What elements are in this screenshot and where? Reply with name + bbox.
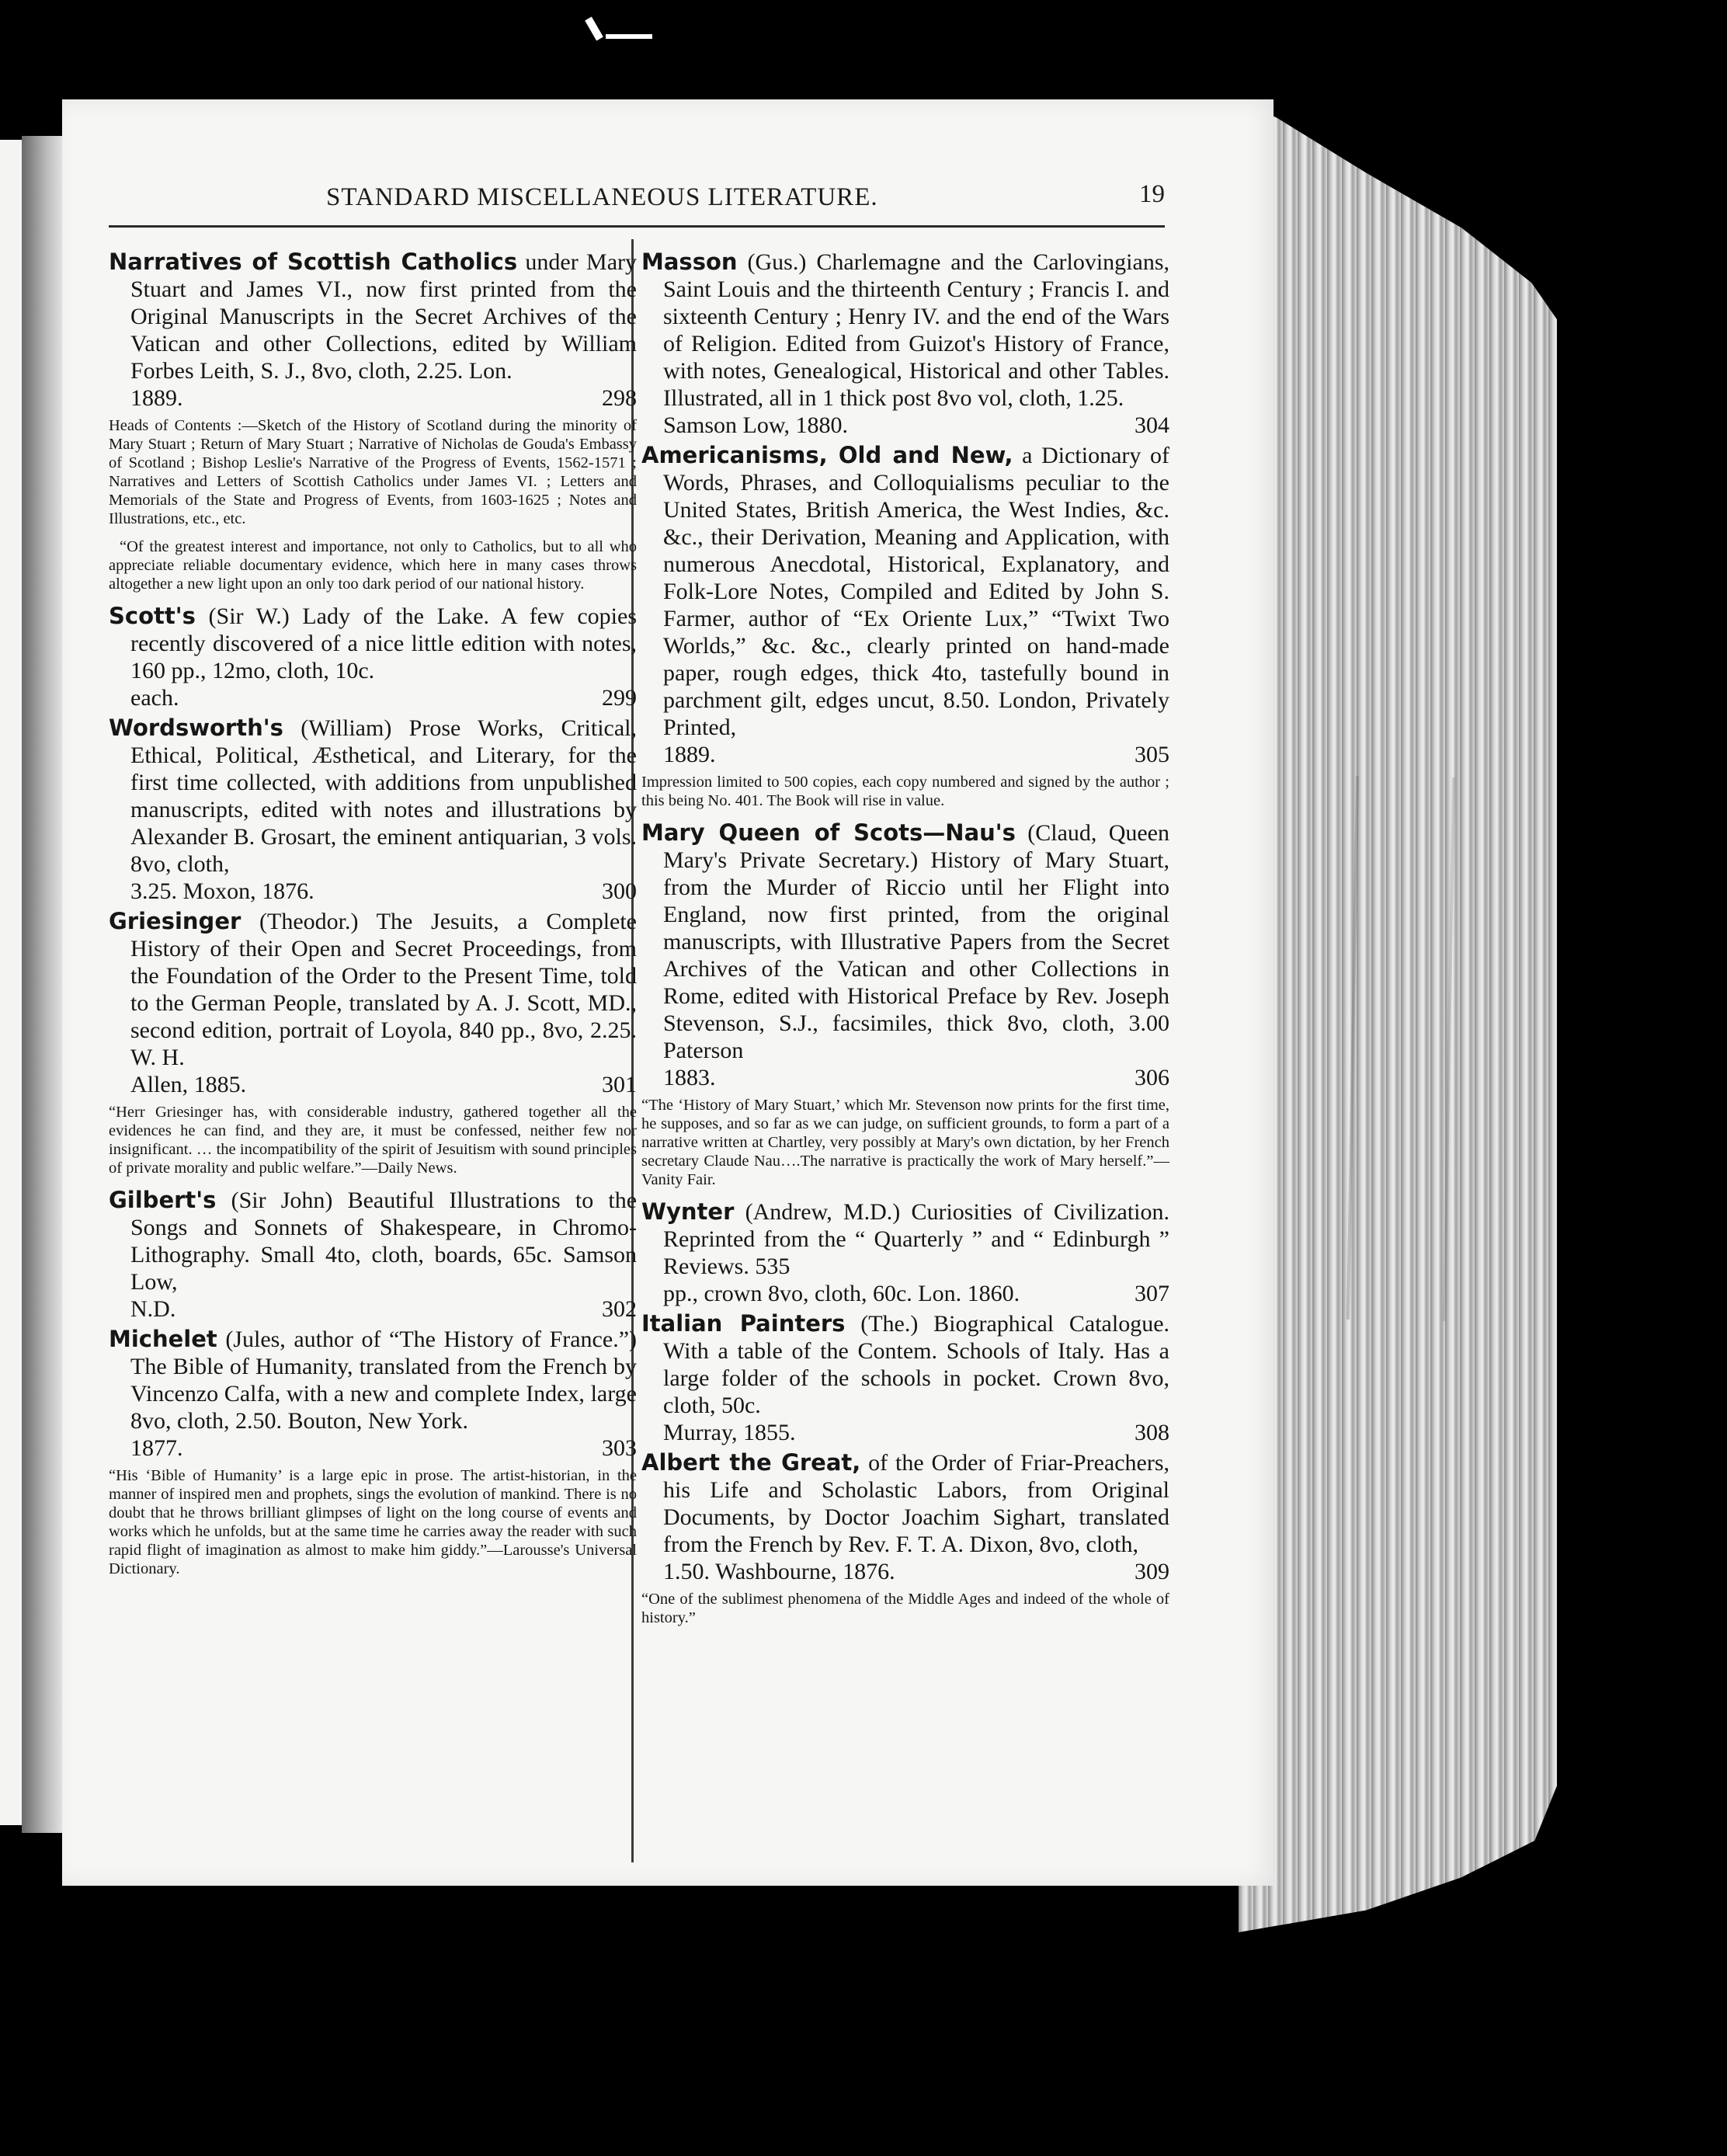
film-speck [585,17,603,41]
entry-number: 305 [1135,742,1169,767]
entry-heading: Wordsworth's [109,715,283,741]
entry-imprint: 1889. [663,742,716,767]
entry-heading: Americanisms, Old and New, [641,442,1013,468]
running-head: STANDARD MISCELLANEOUS LITERATURE. [326,183,878,211]
entry-number: 298 [602,385,637,411]
right-column [641,249,1169,1636]
facing-page-edge [0,140,22,1825]
catalogue-entry [641,442,1169,768]
entry-description: (Theodor.) The Jesuits, a Complete History of their Open and Secret Proceedings, from the Foundation of the Order to the Present Time, told to the German People, translated by A. J. Scott, MD., second edition, portrait of Loyola, 840 pp., 8vo, 2.25. W. H. [130,909,637,1070]
catalogue-entry [641,249,1169,439]
entry-imprint: 1889. [130,385,183,411]
catalogue-entry [641,819,1169,1091]
entry-number: 308 [1135,1420,1169,1445]
entry-note: “Of the greatest interest and importance, not only to Catholics, but to all who appreciate reliable documentary evidence, which here in many cases throws altogether a new light upon an only too dark period of our national history. [109,538,637,593]
entry-imprint: 3.25. Moxon, 1876. [130,878,314,904]
catalogue-entry [109,715,637,905]
entry-final-line [663,1280,1169,1307]
entry-heading: Mary Queen of Scots—Nau's [641,819,1016,846]
entry-number: 299 [602,685,637,711]
entry-heading: Masson [641,249,738,275]
entry-final-line [130,1071,637,1098]
entry-imprint: N.D. [130,1296,176,1322]
catalogue-entry [641,1198,1169,1307]
entry-final-line [130,878,637,905]
catalogue-entry [109,1326,637,1462]
entry-description: (Sir W.) Lady of the Lake. A few copies recently discovered of a nice little edition with notes, 160 pp., 12mo, cloth, 10c. [130,603,637,683]
entry-description: (Andrew, M.D.) Curiosities of Civilization. Reprinted from the “ Quarterly ” and “ Edinburgh ” Reviews. 535 [663,1199,1170,1279]
entry-description: a Dictionary of Words, Phrases, and Colloquialisms peculiar to the United States, British America, the West Indies, &c. &c., their Derivation, Meaning and Application, with numerous Anecdotal, Historical, Explanatory, and Folk-Lore Notes, Compiled and Edited by John S. Farmer, author of “Ex Oriente Lux,” “Twixt Two Worlds,” &c. &c., clearly printed on hand-made paper, rough edges, thick 4to, tastefully bound in parchment gilt, edges uncut, 8.50. London, Privately Printed, [663,443,1170,740]
entry-heading: Griesinger [109,908,242,934]
entry-imprint: 1.50. Washbourne, 1876. [663,1559,895,1584]
entry-heading: Michelet [109,1326,217,1352]
entry-heading: Albert the Great, [641,1449,861,1476]
entry-description: (Claud, Queen Mary's Private Secretary.) History of Mary Stuart, from the Murder of Riccio until her Flight into England, now first printed, from the original manuscripts, with Illustrative Papers from the Secret Archives of the Vatican and other Collections in Rome, edited with Historical Preface by Rev. Joseph Stevenson, S.J., facsimiles, thick 8vo, cloth, 3.00 Paterson [663,820,1169,1063]
entry-imprint: 1883. [663,1065,716,1090]
entry-heading: Wynter [641,1198,735,1225]
entry-imprint: pp., crown 8vo, cloth, 60c. Lon. 1860. [663,1281,1020,1306]
entry-number: 306 [1135,1065,1169,1090]
entry-description: (Gus.) Charlemagne and the Carlovingians, Saint Louis and the thirteenth Century ; Francis I. and sixteenth Century ; Henry IV. and the end of the Wars of Religion. Edited from Guizot's History of France, with notes, Genealogical, Historical and other Tables. Illustrated, all in 1 thick post 8vo vol, cloth, 1.25. [663,249,1170,411]
catalogue-entry [109,1187,637,1323]
entry-number: 309 [1135,1559,1169,1584]
entry-final-line [130,684,637,711]
entry-description: (The.) Biographical Catalogue. With a table of the Contem. Schools of Italy. Has a large folder of the schools in pocket. Crown 8vo, cloth, 50c. [663,1311,1170,1418]
catalogue-entry [641,1449,1169,1585]
entry-description: under Mary Stuart and James VI., now first printed from the Original Manuscripts in the Secret Archives of the Vatican and other Collections, edited by William Forbes Leith, S. J., 8vo, cloth, 2.25. Lon. [130,249,637,384]
entry-final-line [663,1064,1169,1091]
entry-description: (William) Prose Works, Critical, Ethical, Political, Æsthetical, and Literary, for the first time collected, with additions from unpublished manuscripts, edited with notes and illustrations by Alexander B. Grosart, the eminent antiquarian, 3 vols. 8vo, cloth, [130,715,637,877]
film-speck [606,34,652,39]
entry-description: (Jules, author of “The History of France.”) The Bible of Humanity, translated from the French by Vincenzo Calfa, with a new and complete Index, large 8vo, cloth, 2.50. Bouton, New York. [130,1327,637,1434]
entry-heading: Scott's [109,603,196,629]
entry-note: Heads of Contents :—Sketch of the History of Scotland during the minority of Mary Stuart ; Return of Mary Stuart ; Narrative of Nicholas de Gouda's Embassy of Scotland ; Bishop Leslie's Narrative of the Progress of Events, 1562-1571 ; Narratives and Letters of Scottish Catholics under James VI. ; Letters and Memorials of the State and Progress of Events, from 1603-1625 ; Notes and Illustrations, etc., etc. [109,417,637,527]
entry-number: 302 [602,1296,637,1322]
catalogue-entry [109,603,637,711]
entry-number: 301 [602,1072,637,1097]
left-column [109,249,637,1587]
entry-final-line [663,741,1169,768]
entry-heading: Gilbert's [109,1187,217,1213]
catalogue-entry [109,249,637,412]
entry-note: “Herr Griesinger has, with considerable industry, gathered together all the evidences he can find, and they are, it must be confessed, neither few nor insignificant. … the incompatibility of the spirit of Jesuitism with sound principles of private morality and public welfare.”—Daily News. [109,1104,637,1177]
library-edge-stamp [1347,776,1455,1321]
entry-number: 300 [602,878,637,904]
catalogue-entry [109,908,637,1098]
entry-heading: Narratives of Scottish Catholics [109,249,518,275]
entry-description: (Sir John) Beautiful Illustrations to the Songs and Sonnets of Shakespeare, in Chromo-Lithography. Small 4to, cloth, boards, 65c. Samson Low, [130,1188,638,1295]
page-number: 19 [1139,180,1165,208]
entry-number: 304 [1135,412,1169,438]
entry-heading: Italian Painters [641,1310,846,1337]
entry-number: 307 [1135,1281,1169,1306]
entry-imprint: Samson Low, 1880. [663,412,849,438]
head-rule [109,225,1165,228]
entry-final-line [130,1295,637,1323]
entry-description: of the Order of Friar-Preachers, his Life and Scholastic Labors, from Original Documents, by Doctor Joachim Sighart, translated from the French by Rev. F. T. A. Dixon, 8vo, cloth, [663,1450,1169,1557]
entry-imprint: Allen, 1885. [130,1072,247,1097]
entry-final-line [130,1434,637,1462]
gutter-shadow [22,136,68,1833]
entry-imprint: Murray, 1855. [663,1420,796,1445]
entry-note: “The ‘History of Mary Stuart,’ which Mr. Stevenson now prints for the first time, he supposes, and so far as we can judge, on sufficient grounds, to form a part of a narrative written at Chartley, very possibly at Mary's own dictation, by her French secretary Claude Nau….The narrative is practically the work of Mary herself.”—Vanity Fair. [641,1097,1169,1188]
entry-final-line [130,384,637,412]
entry-final-line [663,1558,1169,1585]
catalogue-entry [641,1310,1169,1446]
entry-final-line [663,1419,1169,1446]
entry-note: Impression limited to 500 copies, each copy numbered and signed by the author ; this being No. 401. The Book will rise in value. [641,774,1169,809]
entry-note: “One of the sublimest phenomena of the Middle Ages and indeed of the whole of history.” [641,1591,1169,1626]
entry-number: 303 [602,1435,637,1461]
entry-imprint: 1877. [130,1435,183,1461]
entry-note: “His ‘Bible of Humanity’ is a large epic in prose. The artist-historian, in the manner of inspired men and prophets, sings the evolution of mankind. There is no doubt that he throws brilliant glimpses of light on the long course of events and works which he unfolds, but at the same time he carries away the reader with such rapid flight of imagination as almost to make him giddy.”—Larousse's Universal Dictionary. [109,1467,637,1577]
entry-final-line [663,412,1169,439]
entry-imprint: each. [130,685,179,711]
